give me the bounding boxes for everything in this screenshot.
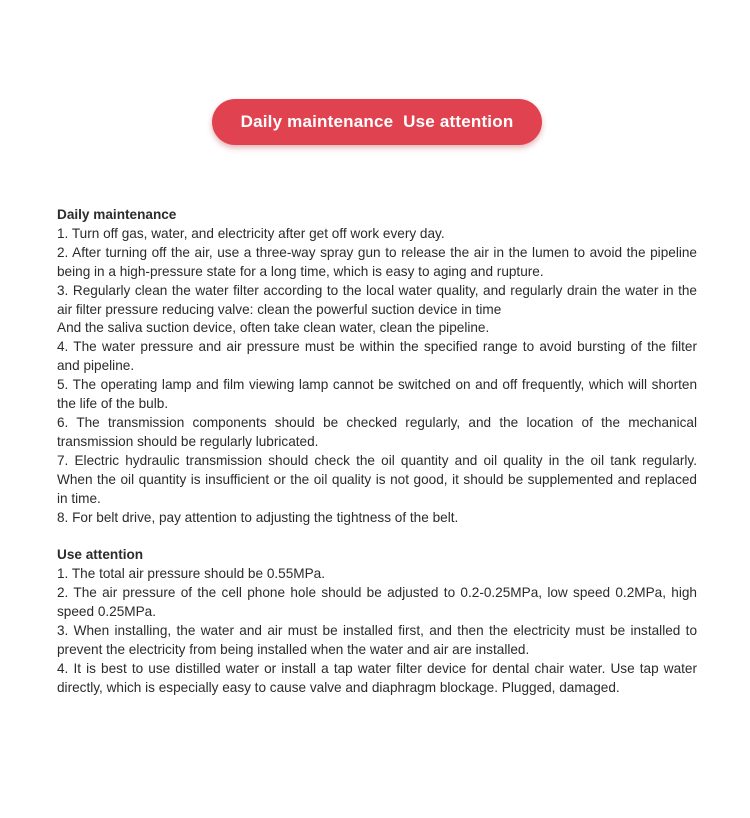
list-item: 2. The air pressure of the cell phone hole should be adjusted to 0.2-0.25MPa, low speed 0.2MPa, high speed 0.25MPa. bbox=[57, 585, 697, 620]
list-item: And the saliva suction device, often take clean water, clean the pipeline. bbox=[57, 320, 490, 336]
header-banner: Daily maintenance Use attention bbox=[212, 99, 542, 145]
list-item: 8. For belt drive, pay attention to adjusting the tightness of the belt. bbox=[57, 509, 459, 525]
list-item: 3. When installing, the water and air must be installed first, and then the electricity must be installed to prevent the electricity from being installed when the water and air are installed. bbox=[57, 622, 697, 657]
list-item: 4. The water pressure and air pressure must be within the specified range to avoid bursting of the filter and pipeline. bbox=[57, 339, 697, 374]
daily-maintenance-section bbox=[57, 206, 697, 527]
use-attention-section bbox=[57, 546, 697, 697]
list-item: 4. It is best to use distilled water or install a tap water filter device for dental chair water. Use tap water directly, which is especially easy to cause valve and diaphragm blockage. Plugged, damaged. bbox=[57, 660, 697, 695]
section-title: Use attention bbox=[57, 547, 144, 563]
list-item: 3. Regularly clean the water filter according to the local water quality, and regularly drain the water in the air filter pressure reducing valve: clean the powerful suction device in time bbox=[57, 282, 697, 317]
list-item: 7. Electric hydraulic transmission should check the oil quantity and oil quality in the oil tank regularly. When the oil quantity is insufficient or the oil quality is not good, it should be supplemented and replaced in time. bbox=[57, 452, 697, 506]
list-item: 1. The total air pressure should be 0.55MPa. bbox=[57, 566, 326, 582]
content-body bbox=[57, 206, 697, 698]
section-title: Daily maintenance bbox=[57, 207, 177, 222]
list-item: 5. The operating lamp and film viewing lamp cannot be switched on and off frequently, which will shorten the life of the bulb. bbox=[57, 377, 697, 412]
list-item: 1. Turn off gas, water, and electricity after get off work every day. bbox=[57, 225, 445, 241]
list-item: 2. After turning off the air, use a three-way spray gun to release the air in the lumen to avoid the pipeline being in a high-pressure state for a long time, which is easy to aging and rupture. bbox=[57, 244, 697, 279]
list-item: 6. The transmission components should be checked regularly, and the location of the mechanical transmission should be regularly lubricated. bbox=[57, 414, 697, 449]
